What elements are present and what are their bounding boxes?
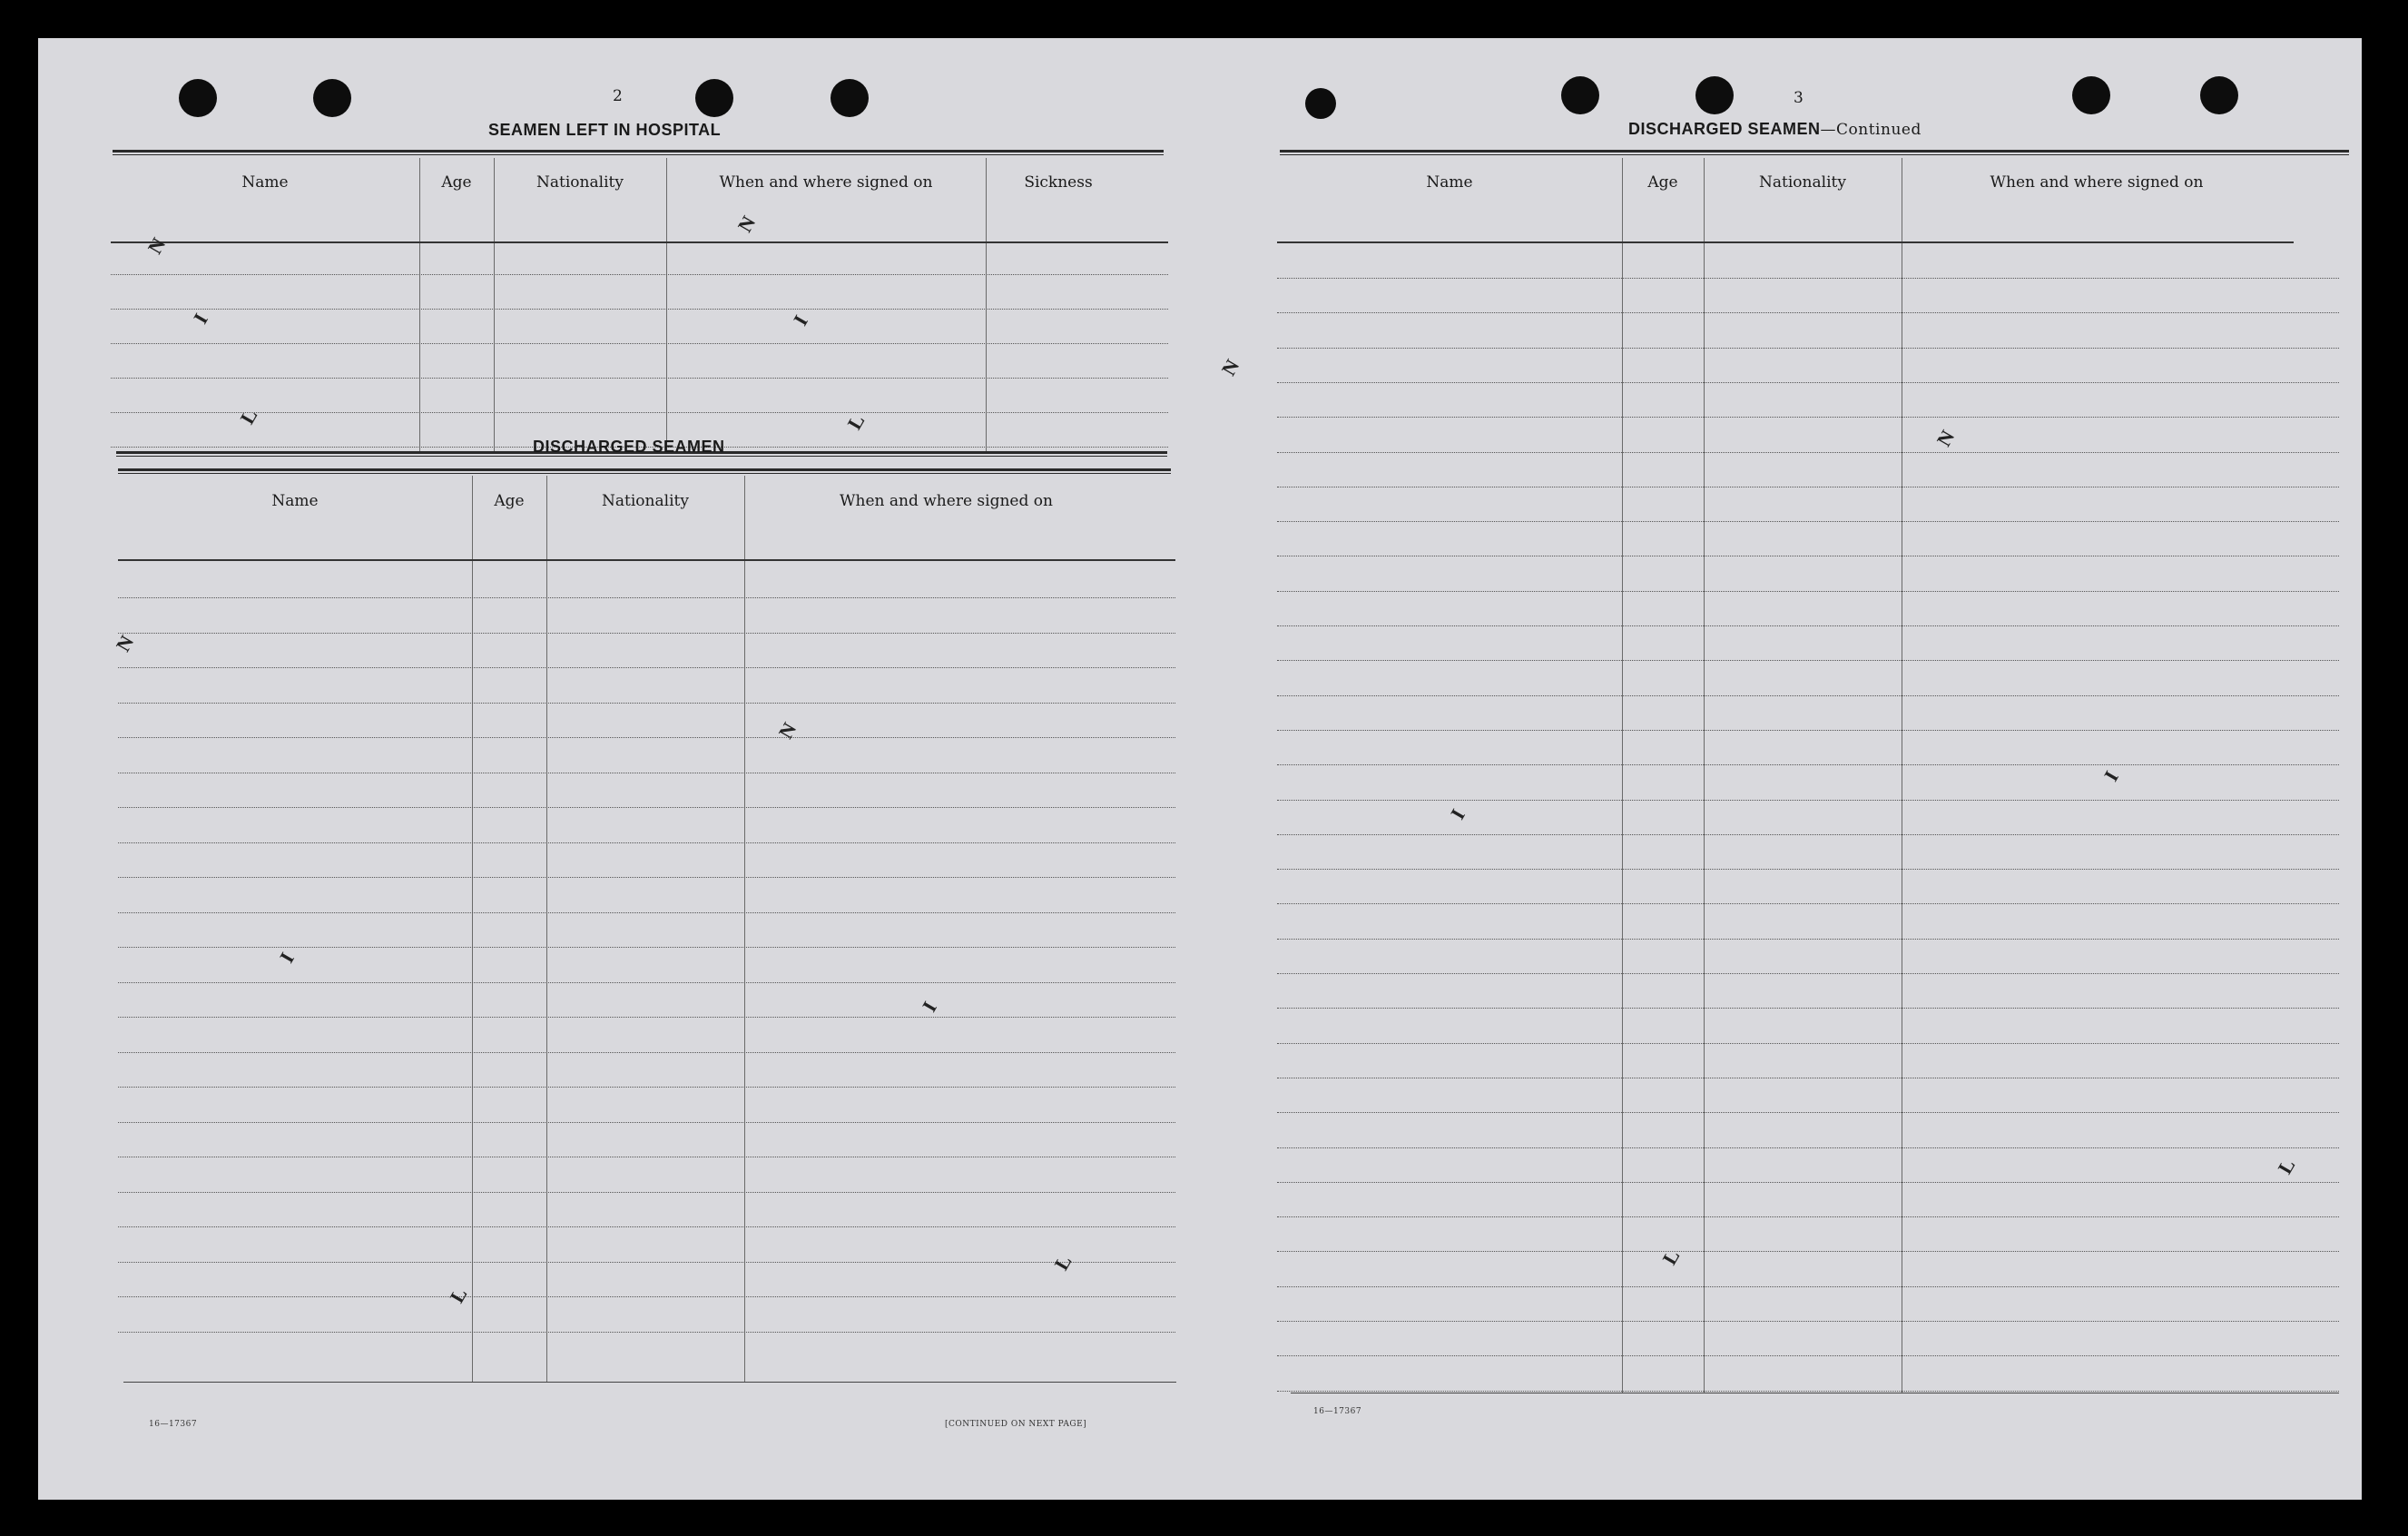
row-line (1277, 903, 2339, 904)
row-line (118, 1122, 1175, 1123)
row-line (1277, 521, 2339, 522)
row-line (1277, 1355, 2339, 1356)
page-number: 3 (1794, 89, 1804, 107)
row-line (1277, 278, 2339, 279)
column-header-age: Age (441, 173, 472, 192)
discharged-table (118, 476, 1175, 1382)
column-header-name: Name (271, 492, 319, 510)
row-line (1277, 764, 2339, 765)
row-line (1277, 348, 2339, 349)
column-divider (494, 158, 495, 451)
nil-stamp-letter: N (1931, 426, 1960, 450)
row-line (111, 309, 1168, 310)
column-divider (546, 476, 547, 1382)
punch-hole (2200, 76, 2238, 114)
row-line (1277, 834, 2339, 835)
nil-stamp-letter: L (1657, 1246, 1685, 1269)
row-line (1277, 312, 2339, 313)
nil-stamp-letter: N (1216, 355, 1244, 379)
row-line (1277, 1043, 2339, 1044)
row-line (118, 842, 1175, 843)
punch-hole (179, 79, 217, 117)
row-line (1277, 800, 2339, 801)
row-line (1277, 939, 2339, 940)
row-line (118, 877, 1175, 878)
row-line (1277, 417, 2339, 418)
section-title-discharged-continued (1628, 120, 1921, 139)
nil-stamp-letter: I (917, 997, 941, 1016)
column-header-nationality: Nationality (602, 492, 689, 510)
row-line (1277, 1321, 2339, 1322)
header-underline (1277, 241, 2294, 243)
row-line (118, 1052, 1175, 1053)
footer-rule (123, 1382, 1176, 1383)
column-header-name: Name (241, 173, 289, 192)
row-line (118, 667, 1175, 668)
row-line (118, 1296, 1175, 1297)
row-line (1277, 625, 2339, 626)
column-divider (1622, 158, 1623, 1393)
punch-hole (1561, 76, 1599, 114)
row-line (118, 1226, 1175, 1227)
nil-stamp-letter: L (235, 405, 262, 428)
row-line (111, 378, 1168, 379)
column-divider (666, 158, 667, 451)
nil-stamp-letter: N (732, 212, 761, 236)
double-rule (118, 468, 1171, 474)
row-line (118, 633, 1175, 634)
nil-stamp-letter: L (2273, 1155, 2300, 1178)
column-header-nationality: Nationality (536, 173, 624, 192)
row-line (111, 274, 1168, 275)
row-line (1277, 591, 2339, 592)
nil-stamp-letter: L (1049, 1251, 1076, 1275)
column-divider (1704, 158, 1705, 1393)
row-line (118, 1332, 1175, 1333)
row-line (1277, 382, 2339, 383)
row-line (1277, 1112, 2339, 1113)
row-line (1277, 1147, 2339, 1148)
section-title-hospital: SEAMEN LEFT IN HOSPITAL (488, 121, 722, 139)
column-header-signed-on: When and where signed on (719, 173, 933, 192)
row-line (118, 982, 1175, 983)
row-line (1277, 1286, 2339, 1287)
punch-hole (2072, 76, 2110, 114)
form-number: 16—17367 (1313, 1407, 1362, 1416)
nil-stamp-letter: N (111, 631, 139, 655)
row-line (118, 807, 1175, 808)
hospital-table (111, 158, 1168, 451)
row-line (1277, 1216, 2339, 1217)
row-line (118, 1262, 1175, 1263)
nil-stamp-letter: I (1445, 804, 1469, 823)
nil-stamp-letter: L (445, 1284, 472, 1307)
header-underline (111, 241, 1168, 243)
column-divider (472, 476, 473, 1382)
row-line (1277, 1008, 2339, 1009)
row-line (118, 947, 1175, 948)
document-sheet (38, 38, 2362, 1500)
row-line (118, 737, 1175, 738)
row-line (1277, 1251, 2339, 1252)
row-line (118, 912, 1175, 913)
column-header-age: Age (1647, 173, 1678, 192)
row-line (1277, 973, 2339, 974)
nil-stamp-letter: I (274, 948, 299, 967)
column-header-signed-on: When and where signed on (1990, 173, 2204, 192)
punch-hole (313, 79, 351, 117)
row-line (118, 597, 1175, 598)
title-main: DISCHARGED SEAMEN (1628, 120, 1821, 138)
nil-stamp-letter: I (188, 309, 212, 328)
row-line (1277, 452, 2339, 453)
row-line (118, 1087, 1175, 1088)
nil-stamp-letter: I (2098, 766, 2123, 785)
nil-stamp-letter: N (143, 233, 171, 258)
row-line (1277, 1391, 2339, 1392)
page-number: 2 (613, 87, 623, 105)
column-header-sickness: Sickness (1024, 173, 1093, 192)
form-number: 16—17367 (149, 1420, 198, 1429)
header-underline (118, 559, 1175, 561)
row-line (1277, 1182, 2339, 1183)
nil-stamp-letter: L (842, 410, 870, 434)
punch-hole (831, 79, 869, 117)
double-rule (113, 150, 1164, 155)
double-rule (1280, 150, 2349, 155)
nil-stamp-letter: I (788, 310, 812, 330)
continued-note: [CONTINUED ON NEXT PAGE] (945, 1420, 1087, 1429)
row-line (118, 1017, 1175, 1018)
row-line (1277, 730, 2339, 731)
row-line (118, 703, 1175, 704)
punch-hole (1305, 88, 1336, 119)
nil-stamp-letter: N (773, 718, 801, 743)
column-header-signed-on: When and where signed on (840, 492, 1053, 510)
column-divider (419, 158, 420, 451)
section-title-discharged: DISCHARGED SEAMEN (533, 438, 725, 456)
row-line (118, 1192, 1175, 1193)
column-header-nationality: Nationality (1759, 173, 1846, 192)
row-line (111, 343, 1168, 344)
row-line (1277, 869, 2339, 870)
punch-hole (1695, 76, 1734, 114)
discharged-continued-table (1277, 158, 2339, 1393)
title-suffix: —Continued (1820, 121, 1921, 139)
column-header-name: Name (1426, 173, 1473, 192)
row-line (1277, 695, 2339, 696)
punch-hole (695, 79, 733, 117)
row-line (1277, 660, 2339, 661)
column-divider (986, 158, 987, 451)
row-line (111, 412, 1168, 413)
column-header-age: Age (494, 492, 525, 510)
column-divider (744, 476, 745, 1382)
